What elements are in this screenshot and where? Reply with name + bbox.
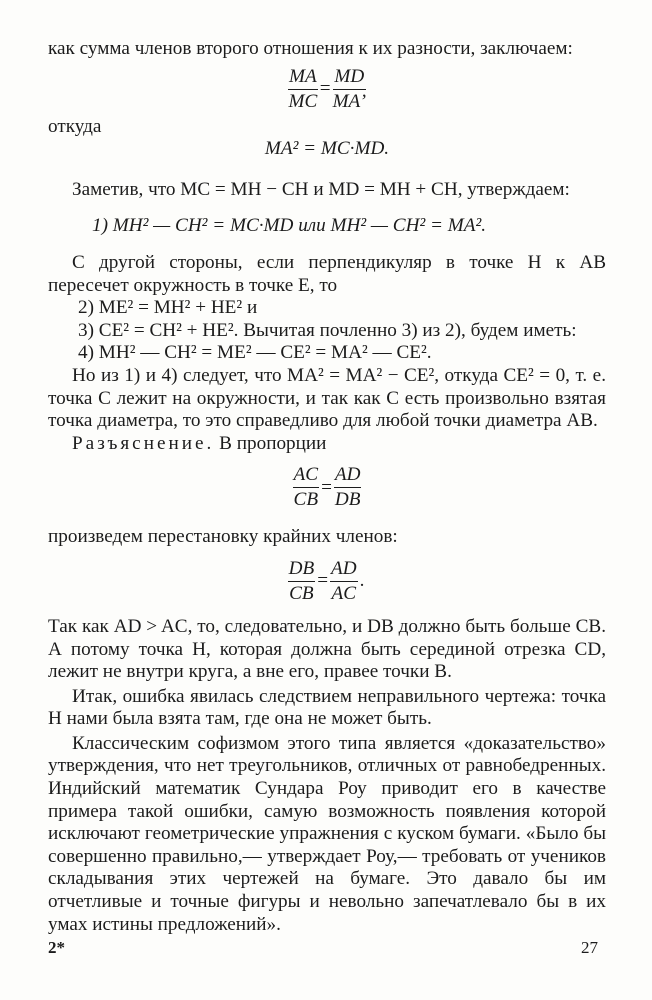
paragraph-zametiv: Заметив, что MC = MH − CH и MD = MH + CH, утверждаем:	[72, 178, 570, 200]
fraction-left	[288, 557, 316, 606]
numerator: AD	[334, 463, 362, 488]
paragraph-razyasnenie	[48, 433, 606, 456]
paragraph-tak-kak: Так как AD > AC, то, следовательно, и DB должно быть больше CB. А потому точка H, которая должна быть серединой отрезка CD, лежит не внутри круга, а вне его, правее точки B.	[48, 615, 606, 683]
denominator: CB	[293, 489, 319, 511]
equation-1: 1) MH² — CH² = MC·MD или MH² — CH² = MA².	[92, 215, 486, 237]
signature-mark: 2*	[48, 938, 65, 957]
equation-4: 4) MH² — CH² = ME² — CE² = MA² — CE².	[78, 342, 432, 364]
razyasnenie-label: Разъяснение.	[72, 432, 215, 454]
equation-fraction-1	[48, 65, 606, 114]
numerator: AD	[330, 557, 358, 582]
denominator: MC	[288, 90, 318, 112]
fraction-left	[293, 463, 320, 512]
page-body	[48, 38, 606, 936]
period: .	[359, 570, 365, 592]
razyasnenie-text: В пропорции	[214, 432, 327, 454]
fraction-right	[334, 463, 362, 512]
fraction-right	[330, 557, 358, 606]
paragraph-otkuda: откуда	[48, 115, 102, 137]
equals-sign: =	[319, 77, 331, 99]
equation-fraction-3	[48, 557, 606, 606]
equals-sign: =	[317, 570, 329, 592]
equals-sign: =	[321, 476, 332, 498]
numerator: AC	[293, 463, 320, 488]
equation-3: 3) CE² = CH² + HE². Вычитая почленно 3) из 2), будем иметь:	[78, 319, 577, 341]
equation-2: 2) ME² = MH² + HE² и	[78, 297, 258, 319]
numerator: MD	[333, 65, 366, 90]
page-number: 27	[581, 938, 598, 957]
paragraph-intro: как сумма членов второго отношения к их разности, заключаем:	[48, 38, 573, 59]
denominator: DB	[334, 489, 361, 511]
fraction-right	[333, 65, 366, 114]
numerator: MA	[288, 65, 318, 90]
equation-list	[48, 297, 606, 365]
fraction-left	[288, 65, 318, 114]
paragraph-klassich: Классическим софизмом этого типа является «доказательство» утверждения, что нет треугольников, отличных от равнобедренных. Индийский математик Сундара Роу приводит его в качестве примера такой ошибки, самую возможность появления которой исключают геометрические упражнения с куском бумаги. «Было бы совершенно правильно,— утверждает Роу,— требовать от учеников складывания этих чертежей на бумаге. Это давало бы им отчетливые и точные фигуры и невольно запечатлевало бы в их умах истины предложений».	[48, 732, 606, 935]
paragraph-drugoy: С другой стороны, если перпендикуляр в точке H к AB пересечет окружность в точке E, то	[48, 251, 606, 296]
paragraph-itak: Итак, ошибка явилась следствием неправильного чертежа: точка H нами была взята там, где она не может быть.	[48, 685, 606, 730]
paragraph-no: Но из 1) и 4) следует, что MA² = MA² − CE², откуда CE² = 0, т. е. точка C лежит на окружности, и так как C есть произвольно взятая точка диаметра, то это справедливо для любой точки диаметра AB.	[48, 364, 606, 432]
denominator: CB	[289, 582, 314, 604]
equation-ma-squared: MA² = MC·MD.	[264, 138, 390, 160]
denominator: MA’	[332, 90, 366, 112]
numerator: DB	[288, 557, 316, 582]
denominator: AC	[331, 582, 357, 604]
paragraph-proizvedem: произведем перестановку крайних членов:	[48, 526, 398, 548]
equation-fraction-2	[48, 463, 606, 512]
